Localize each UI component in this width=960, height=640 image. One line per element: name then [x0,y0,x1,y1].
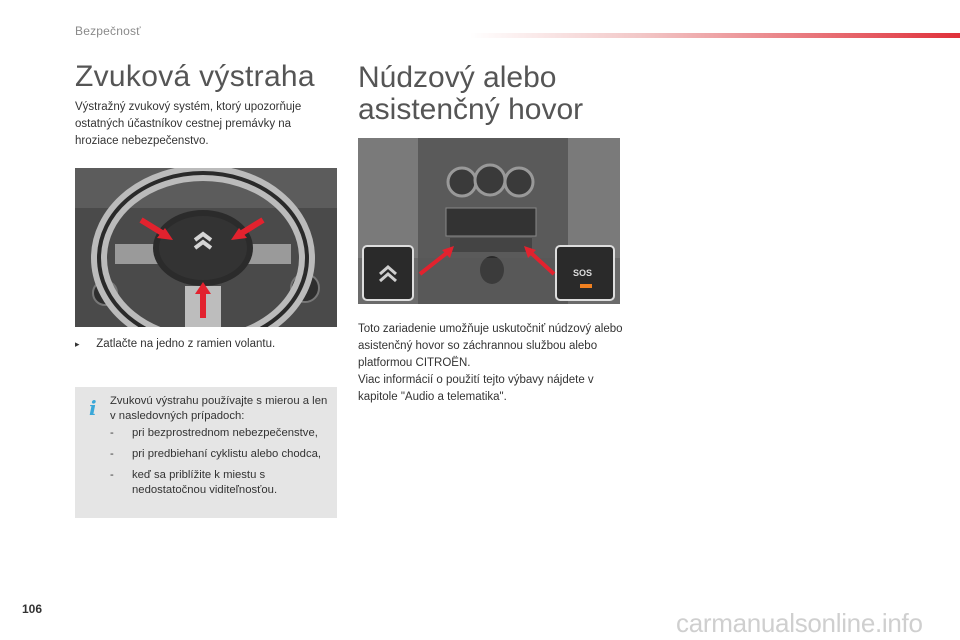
horn-title: Zvuková výstraha [75,60,315,93]
info-box [75,387,337,518]
watermark: carmanualsonline.info [676,608,923,638]
horn-instruction [75,338,275,350]
sos-button-label: SOS [573,268,593,278]
info-lead: Zvukovú výstrahu používajte s mierou a len v nasledovných prípadoch: [110,395,328,422]
call-title: Núdzový alebo asistenčný hovor [358,61,584,126]
steering-wheel-horn-image [75,168,337,327]
list-item: - pri predbiehaní cyklistu alebo chodca, [110,448,322,460]
page-number: 106 [22,602,43,616]
info-text [110,394,332,504]
dashboard-call-buttons-image [358,138,620,304]
horn-instruction-text: Zatlačte na jedno z ramien volantu. [96,338,276,350]
section-header: Bezpečnosť [75,24,141,38]
horn-intro: Výstražný zvukový systém, ktorý upozorňuje ostatných účastníkov cestnej premávky na hroziace nebezpečenstvo. [75,101,302,147]
list-item: - pri bezprostrednom nebezpečenstve, [110,427,318,439]
bullet-arrow-icon: ▸ [75,339,80,349]
list-item: - keď sa priblížite k miestu s nedostatočnou viditeľnosťou. [110,469,278,496]
header-accent-bar [470,33,960,38]
call-description: Toto zariadenie umožňuje uskutočniť núdzový alebo asistenčný hovor so záchrannou službou alebo platformou CITROËN. Viac informácií o použití tejto výbavy nájdete v kapitole "Audio a telematika". [358,323,623,403]
info-list [110,426,332,498]
info-icon: i [89,396,97,420]
